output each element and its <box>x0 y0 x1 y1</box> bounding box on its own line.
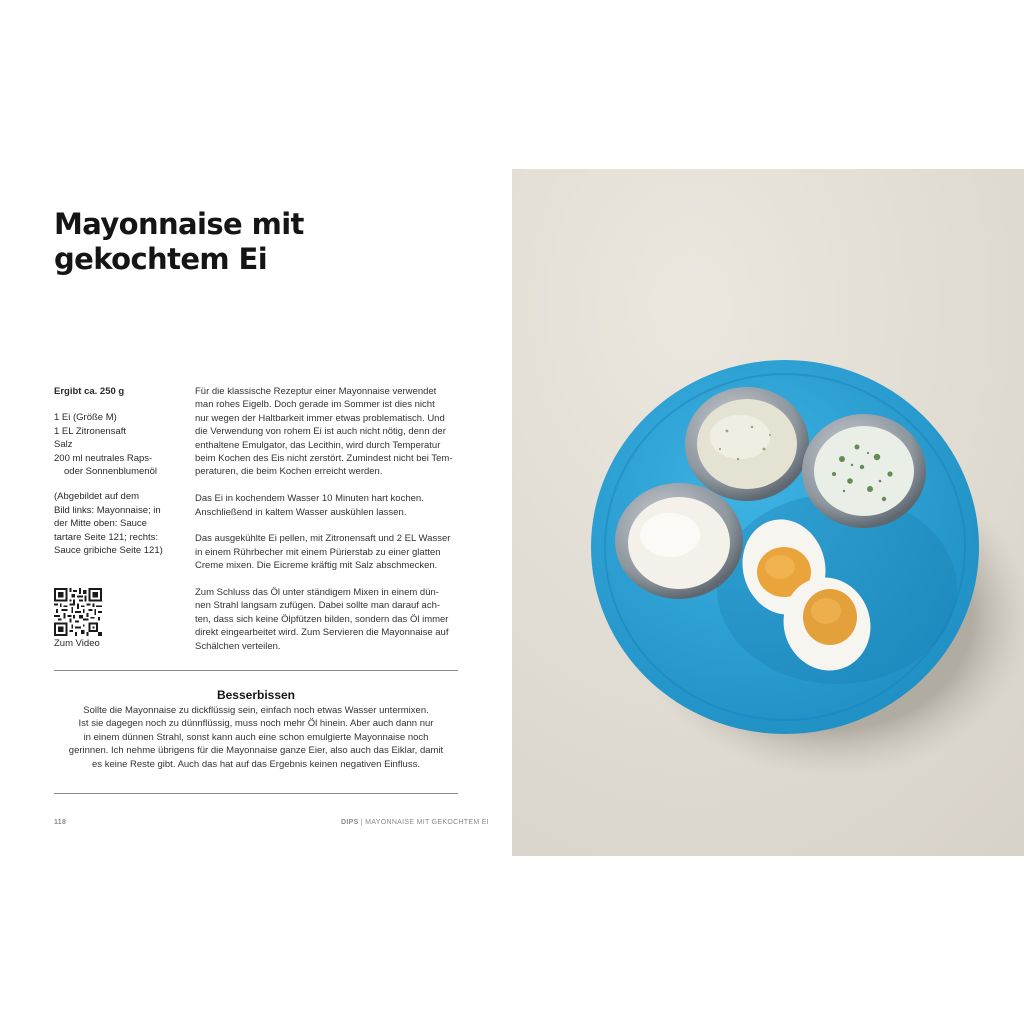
running-header-title: MAYONNAISE MIT GEKOCHTEM EI <box>365 819 489 826</box>
tip-line: Ist sie dagegen noch zu dünnflüssig, muss noch mehr Öl hinein. Aber auch dann nur <box>78 718 434 730</box>
method-line: nur wegen der Haltbarkeit immer etwas problematisch. Und <box>195 412 445 424</box>
running-header-separator: | <box>360 819 363 826</box>
method-paragraph <box>195 385 470 479</box>
recipe-photo <box>512 169 1024 856</box>
running-header <box>341 819 489 826</box>
ingredients-column <box>54 385 189 557</box>
method-column <box>195 385 470 666</box>
method-line: beim Kochen des Eis nicht zerstört. Zumindest nicht bei Tem- <box>195 453 453 465</box>
running-header-section: DIPS <box>341 819 359 826</box>
yield-label: Ergibt ca. 250 g <box>54 386 125 397</box>
tip-top-divider <box>54 670 458 671</box>
method-paragraph <box>195 492 470 519</box>
image-note <box>54 490 189 557</box>
method-line: man rohes Eigelb. Doch gerade im Sommer ist dies nicht <box>195 399 435 411</box>
image-note-line: Sauce gribiche Seite 121) <box>54 545 163 557</box>
method-line: Das ausgekühlte Ei pellen, mit Zitronensaft und 2 EL Wasser <box>195 533 451 545</box>
image-note-line: (Abgebildet auf dem <box>54 491 140 503</box>
image-note-line: der Mitte oben: Sauce <box>54 518 147 530</box>
method-line: enthaltene Emulgator, das Lecithin, wird durch Temperatur <box>195 439 441 451</box>
ingredient-item: Salz <box>54 439 73 451</box>
recipe-title-line-2: gekochtem Ei <box>54 242 268 276</box>
method-line: in einem Rührbecher mit einem Pürierstab zu einer glatten <box>195 546 441 558</box>
method-line: nen Strahl langsam zufügen. Dabei sollte man darauf ach- <box>195 600 441 612</box>
method-paragraph <box>195 586 470 653</box>
recipe-title <box>54 207 474 277</box>
ingredient-item: 1 EL Zitronensaft <box>54 425 126 437</box>
ingredient-item: 1 Ei (Größe M) <box>54 412 117 424</box>
tip-title: Besserbissen <box>216 688 296 702</box>
ingredient-list <box>54 411 189 478</box>
image-note-line: tartare Seite 121; rechts: <box>54 531 159 543</box>
method-line: peraturen, die beim Kochen erreicht werden. <box>195 466 383 478</box>
recipe-title-line-1: Mayonnaise mit <box>54 207 304 241</box>
qr-code-icon[interactable] <box>54 588 102 636</box>
page-number: 118 <box>54 819 67 826</box>
method-line: Für die klassische Rezeptur einer Mayonnaise verwendet <box>195 386 437 397</box>
image-note-line: Bild links: Mayonnaise; in <box>54 504 161 516</box>
qr-code-label[interactable]: Zum Video <box>54 638 100 649</box>
tip-line: in einem dünnen Strahl, sonst kann auch eine schon emulgierte Mayonnaise noch <box>83 731 429 743</box>
method-line: ten, dass sich keine Ölpfützen bilden, sondern das Öl immer <box>195 613 449 625</box>
method-paragraph <box>195 532 470 572</box>
tip-line: es keine Reste gibt. Auch das hat auf das Ergebnis keinen negativen Einfluss. <box>92 758 420 770</box>
method-line: Creme mixen. Die Eicreme kräftig mit Salz abschmecken. <box>195 560 438 572</box>
method-line: direkt eingearbeitet wird. Zum Servieren die Mayonnaise auf <box>195 627 449 639</box>
ingredient-item: oder Sonnenblumenöl <box>64 466 157 478</box>
tip-line: gerinnen. Ich nehme übrigens für die Mayonnaise ganze Eier, also auch das Eiklar, damit <box>68 745 444 757</box>
method-line: die Verwendung von rohem Ei ist auch nicht nötig, denn der <box>195 426 446 438</box>
method-line: Anschließend in kaltem Wasser auskühlen lassen. <box>195 506 407 518</box>
method-line: Das Ei in kochendem Wasser 10 Minuten hart kochen. <box>195 493 424 505</box>
tip-bottom-divider <box>54 793 458 794</box>
tip-line: Sollte die Mayonnaise zu dickflüssig sein, einfach noch etwas Wasser untermixen. <box>83 705 429 716</box>
ingredient-item: 200 ml neutrales Raps- <box>54 452 153 464</box>
method-line: Schälchen verteilen. <box>195 640 281 652</box>
method-line: Zum Schluss das Öl unter ständigem Mixen in einem dün- <box>195 587 439 599</box>
tip-body <box>54 704 458 771</box>
